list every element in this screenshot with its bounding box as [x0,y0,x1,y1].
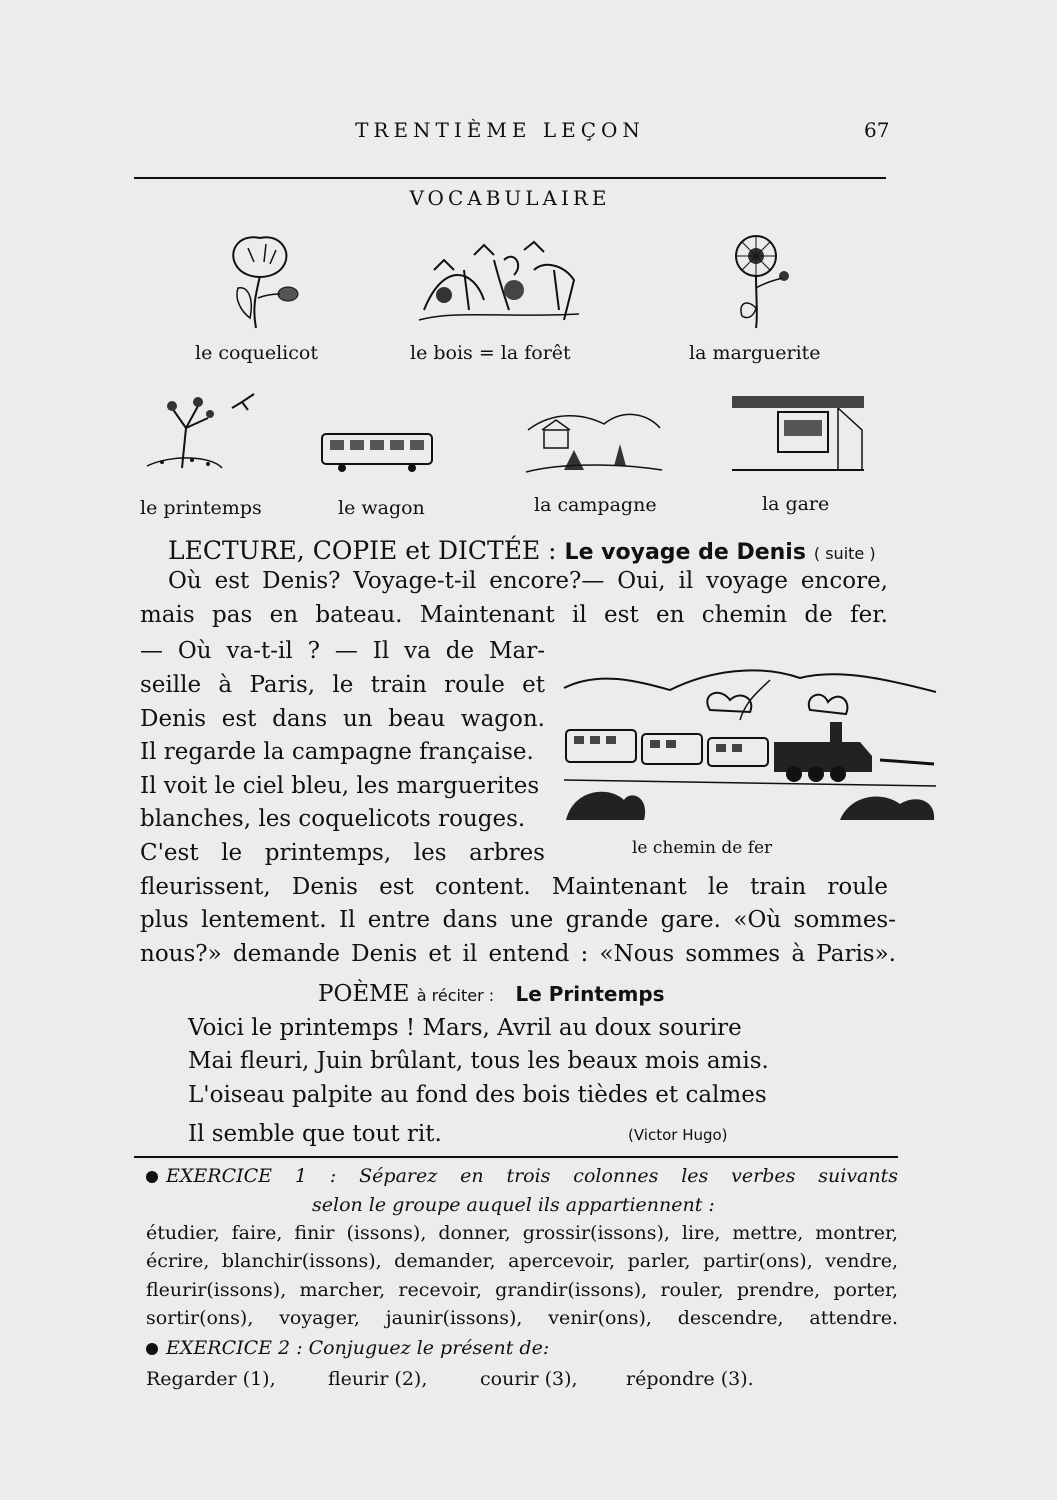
exercise-2-instruction: Conjuguez le présent de: [308,1337,550,1359]
suite-label: ( suite ) [813,544,876,563]
lecture-line: blanches, les coquelicots rouges. [140,806,526,832]
caption-marguerite: la marguerite [689,342,821,364]
bullet-icon [146,1171,158,1183]
poem-label: POÈME [318,981,410,1007]
lecture-line: C'est le printemps, les arbres [140,840,545,866]
exercise-2-header [146,1337,549,1359]
exercise-1-instruction-cont [312,1194,715,1216]
exercise-2-verb: courir (3), [480,1368,578,1390]
poem-line: Mai fleuri, Juin brûlant, tous les beaux mois amis. [188,1048,769,1074]
bullet-icon [146,1343,158,1355]
exercise-1-verbs: fleurir(issons), marcher, recevoir, grandir(issons), rouler, prendre, porter, [146,1279,898,1301]
lecture-line: Où est Denis? Voyage-t-il encore?— Oui, il voyage encore, [168,568,888,594]
lecture-line: fleurissent, Denis est content. Maintenant le train roule [140,874,888,900]
caption-printemps: le printemps [140,497,262,519]
poem-author: (Victor Hugo) [628,1126,728,1144]
caption-coquelicot: le coquelicot [195,342,318,364]
story-title: Le voyage de Denis [564,540,806,565]
exercise-1-instruction: Séparez en trois colonnes les verbes suivants [359,1165,899,1187]
page-number: 67 [864,118,890,142]
lecture-line: nous?» demande Denis et il entend : «Nous sommes à Paris». [140,941,896,967]
poem-a-reciter: à réciter : [416,986,495,1005]
exercise-1-label: EXERCICE 1 : [166,1165,337,1187]
lecture-line: Il voit le ciel bleu, les marguerites [140,773,540,799]
exercise-2-verb: Regarder (1), [146,1368,276,1390]
poem-line: L'oiseau palpite au fond des bois tièdes et calmes [188,1082,767,1108]
exercise-1-header [146,1165,898,1187]
countryside-illustration [524,400,664,476]
lesson-title: TRENTIÈME LEÇON [355,118,645,142]
exercise-2-verb: fleurir (2), [328,1368,428,1390]
poppy-illustration [218,228,302,332]
poem-line: Il semble que tout rit. [188,1121,442,1147]
exercise-1-verbs: écrire, blanchir(issons), demander, apercevoir, parler, partir(ons), vendre, [146,1250,898,1272]
header-rule [134,177,886,179]
train-caption: le chemin de fer [632,838,773,858]
lecture-line: mais pas en bateau. Maintenant il est en chemin de fer. [140,602,888,628]
exercise-1-verbs: étudier, faire, finir (issons), donner, grossir(issons), lire, mettre, montrer, [146,1222,898,1244]
lecture-line: Il regarde la campagne française. [140,739,534,765]
exercise-1-verbs: sortir(ons), voyager, jaunir(issons), venir(ons), descendre, attendre. [146,1307,898,1329]
exercise-2-label: EXERCICE 2 : [166,1337,303,1359]
lecture-line: plus lentement. Il entre dans une grande gare. «Où sommes- [140,907,896,933]
lecture-line: seille à Paris, le train roule et [140,672,545,698]
train-illustration [560,660,938,824]
lecture-heading [168,536,876,565]
vocabulaire-title: VOCABULAIRE [409,186,611,210]
exercise-1-instruction-2: selon le groupe auquel ils appartiennent : [312,1194,715,1216]
caption-wagon: le wagon [338,497,425,519]
poem-heading [318,981,665,1007]
caption-bois: le bois = la forêt [410,342,571,364]
poem-title: Le Printemps [515,982,665,1006]
exercise-2-verb: répondre (3). [626,1368,754,1390]
spring-tree-illustration [142,388,262,478]
poem-line: Voici le printemps ! Mars, Avril au doux sourire [188,1015,742,1041]
woods-illustration [414,240,584,328]
daisy-illustration [720,228,800,332]
caption-gare: la gare [762,493,830,515]
caption-campagne: la campagne [534,494,657,516]
wagon-illustration [318,428,436,474]
lecture-line: Denis est dans un beau wagon. [140,706,545,732]
lecture-line: — Où va-t-il ? — Il va de Mar- [140,638,545,664]
lecture-label: LECTURE, COPIE et DICTÉE : [168,536,557,565]
station-illustration [728,390,868,476]
section-separator [134,1156,898,1158]
